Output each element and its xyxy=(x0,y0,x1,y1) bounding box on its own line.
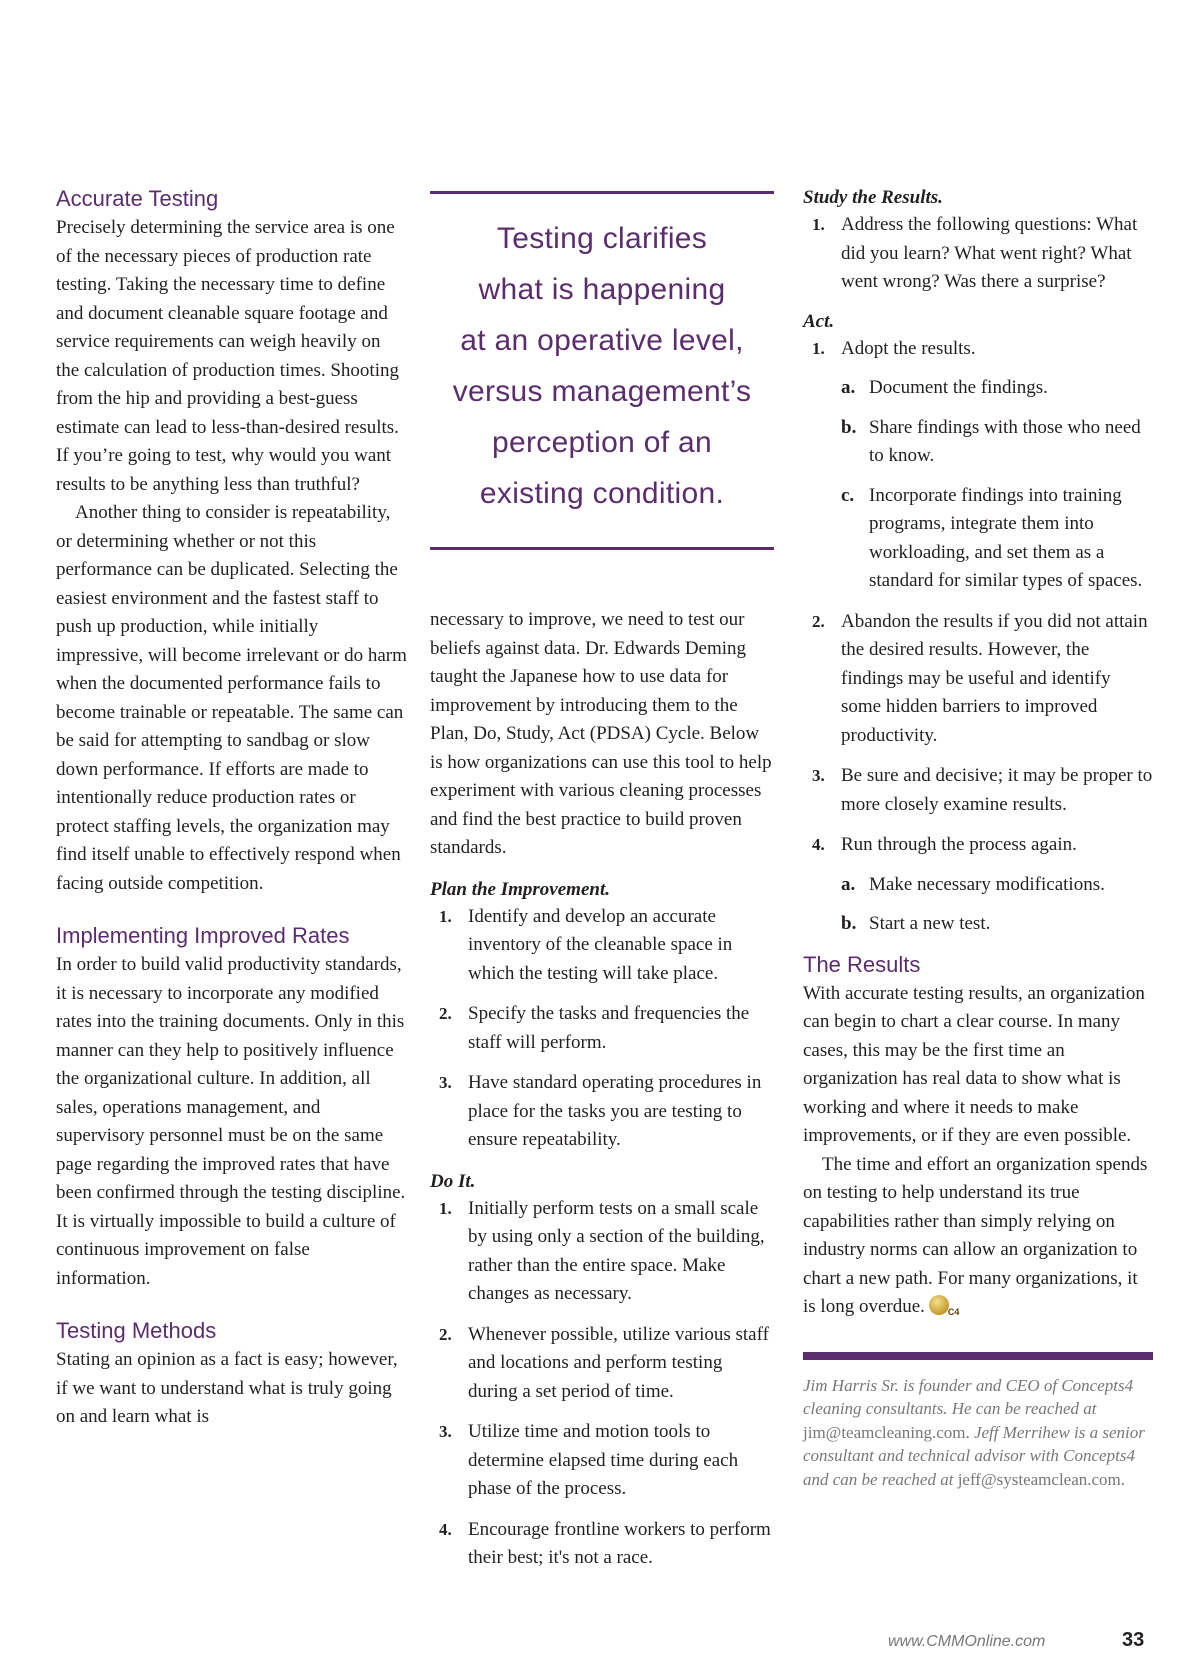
bio-merrihew-email[interactable]: jeff@systeamclean.com. xyxy=(957,1469,1126,1489)
sub-list-item xyxy=(841,414,1153,471)
list-item-text: Adopt the results. xyxy=(841,337,976,359)
list-number: 4. xyxy=(439,1519,452,1539)
sub-list-letter: b. xyxy=(841,913,857,934)
list-item xyxy=(430,1069,774,1155)
list-item-text: Whenever possible, utilize various staff and locations and perform testing during a set period of time. xyxy=(468,1323,769,1402)
left-column xyxy=(56,185,408,1432)
act-sublist xyxy=(841,871,1153,939)
list-item xyxy=(803,831,1153,939)
list-item xyxy=(803,335,1153,596)
list-item-text: Encourage frontline workers to perform their best; it's not a race. xyxy=(468,1518,771,1568)
page-number: 33 xyxy=(1122,1629,1145,1651)
sub-list-item-text: Incorporate findings into training programs, integrate them into workloading, and set them as a standard for similar types of spaces. xyxy=(869,484,1143,591)
list-item-text: Address the following questions: What did you learn? What went right? What went wrong? Was there a surprise? xyxy=(841,214,1138,292)
list-number: 3. xyxy=(439,1073,452,1092)
section-heading-implementing: Implementing Improved Rates xyxy=(56,923,350,948)
list-number: 2. xyxy=(439,1004,452,1023)
sub-list-item xyxy=(841,374,1153,403)
sub-list-item xyxy=(841,910,1153,939)
list-item xyxy=(430,1000,774,1057)
study-list xyxy=(803,211,1153,297)
pull-quote-line: what is happening xyxy=(478,273,726,306)
list-item-text: Identify and develop an accurate inventory of the cleanable space in which the testing will take place. xyxy=(468,905,733,984)
sub-list-item xyxy=(841,871,1153,900)
section-heading-results: The Results xyxy=(803,951,921,977)
sub-list-letter: a. xyxy=(841,377,856,398)
end-mark-icon xyxy=(929,1295,960,1317)
sub-list-item xyxy=(841,482,1153,596)
subheading-study: Study the Results. xyxy=(803,187,943,208)
results-paragraph-2-text: The time and effort an organization spends on testing to help understand its true capabilities rather than simply relying on industry norms can allow an organization to chart a new path. For many organizations, it is long overdue. xyxy=(803,1153,1148,1317)
pull-quote-line: versus management’s xyxy=(452,375,752,408)
accurate-testing-paragraph-1: Precisely determining the service area is one of the necessary pieces of production rate testing. Taking the necessary time to define and document cleanable square footage and service requirements can weigh heavily on the calculation of production times. Shooting from the hip and providing a best-guess estimate can lead to less-than-desired results. If you’re going to test, why would you want results to be anything less than truthful? xyxy=(56,217,399,495)
sub-list-item-text: Make necessary modifications. xyxy=(869,873,1105,895)
results-paragraph-2 xyxy=(803,1151,1153,1322)
sub-list-item-text: Share findings with those who need to know. xyxy=(869,416,1141,466)
list-item-text: Utilize time and motion tools to determine elapsed time during each phase of the process. xyxy=(468,1421,739,1499)
author-bio xyxy=(803,1374,1153,1492)
sub-list-letter: a. xyxy=(841,873,856,895)
list-item-text: Specify the tasks and frequencies the staff will perform. xyxy=(468,1003,750,1053)
sub-list-letter: b. xyxy=(841,416,857,438)
bio-harris-email[interactable]: jim@teamcleaning.com. xyxy=(803,1422,970,1442)
subheading-act: Act. xyxy=(803,310,835,332)
list-number: 1. xyxy=(439,1198,452,1218)
list-item-text: Have standard operating procedures in place for the tasks you are testing to ensure repeatability. xyxy=(468,1072,762,1150)
pull-quote xyxy=(430,191,774,550)
section-heading-accurate-testing: Accurate Testing xyxy=(56,186,219,211)
list-number: 3. xyxy=(439,1422,452,1441)
bio-merrihew: Jeff Merrihew is a senior consultant and technical advisor with Concepts4 and can be reached at xyxy=(803,1422,1145,1489)
list-item xyxy=(430,1418,774,1504)
implementing-paragraph: In order to build valid productivity standards, it is necessary to incorporate any modified rates into the training documents. Only in this manner can they help to positively influence the organizational culture. In addition, all sales, operations management, and supervisory personnel must be on the same page regarding the improved rates that have been confirmed through the testing discipline. It is virtually impossible to build a culture of continuous improvement on false information. xyxy=(56,954,406,1289)
pdsa-intro-paragraph: necessary to improve, we need to test our beliefs against data. Dr. Edwards Deming taught the Japanese how to use data for improvement by introducing them to the Plan, Do, Study, Act (PDSA) Cycle. Below is how organizations can use this tool to help experiment with various cleaning processes and find the best practice to build proven standards. xyxy=(430,609,772,858)
list-item xyxy=(430,1321,774,1407)
sub-list-item-text: Start a new test. xyxy=(869,913,991,934)
act-sublist xyxy=(841,374,1153,596)
pull-quote-line: at an operative level, xyxy=(460,324,744,357)
pull-quote-line: existing condition. xyxy=(479,477,725,510)
list-number: 4. xyxy=(812,835,825,854)
list-number: 2. xyxy=(812,611,825,631)
results-paragraph-1: With accurate testing results, an organization can begin to chart a clear course. In many cases, this may be the first time an organization has real data to show what is working and where it needs to make improvements, or if they are even possible. xyxy=(803,982,1145,1146)
do-list xyxy=(430,1195,774,1573)
list-item-text: Run through the process again. xyxy=(841,834,1077,855)
list-item xyxy=(803,211,1153,297)
list-number: 1. xyxy=(439,906,452,926)
footer-website-url[interactable]: www.CMMOnline.com xyxy=(888,1633,1046,1650)
list-number: 2. xyxy=(439,1324,452,1344)
act-list xyxy=(803,335,1153,939)
end-mark-label: C4 xyxy=(947,1307,960,1317)
bio-harris: Jim Harris Sr. is founder and CEO of Concepts4 cleaning consultants. He can be reached at xyxy=(803,1375,1134,1418)
sub-list-item-text: Document the findings. xyxy=(869,377,1048,398)
pull-quote-line: Testing clarifies xyxy=(496,222,708,255)
list-item xyxy=(430,903,774,989)
accurate-testing-paragraph-2: Another thing to consider is repeatability, or determining whether or not this performance can be duplicated. Selecting the easiest environment and the fastest staff to push up production, while initially impressive, will become irrelevant or do harm when the documented performance fails to become trainable or repeatable. The same can be said for attempting to sandbag or slow down performance. If efforts are made to intentionally reduce production rates or protect staffing levels, the organization may find itself unable to effectively respond when facing outside competition. xyxy=(56,502,407,894)
list-item xyxy=(803,608,1153,751)
list-number: 1. xyxy=(812,215,825,234)
right-column xyxy=(803,185,1153,1491)
plan-list xyxy=(430,903,774,1155)
list-item-text: Initially perform tests on a small scale by using only a section of the building, rather than the entire space. Make changes as necessary. xyxy=(468,1197,765,1304)
subheading-plan: Plan the Improvement. xyxy=(430,878,610,900)
list-number: 3. xyxy=(812,766,825,785)
list-item xyxy=(430,1516,774,1573)
sub-list-letter: c. xyxy=(841,484,855,506)
bio-divider xyxy=(803,1352,1153,1360)
pull-quote-line: perception of an xyxy=(492,426,712,459)
subheading-do: Do It. xyxy=(430,1170,476,1192)
middle-column xyxy=(430,191,774,1585)
list-item-text: Be sure and decisive; it may be proper to more closely examine results. xyxy=(841,765,1153,815)
testing-methods-paragraph: Stating an opinion as a fact is easy; however, if we want to understand what is truly going on and learn what is xyxy=(56,1349,398,1427)
list-item xyxy=(803,762,1153,819)
list-item-text: Abandon the results if you did not attain the desired results. However, the findings may be useful and identify some hidden barriers to improved productivity. xyxy=(841,610,1148,746)
section-heading-testing-methods: Testing Methods xyxy=(56,1318,217,1343)
list-number: 1. xyxy=(812,338,825,358)
list-item xyxy=(430,1195,774,1309)
